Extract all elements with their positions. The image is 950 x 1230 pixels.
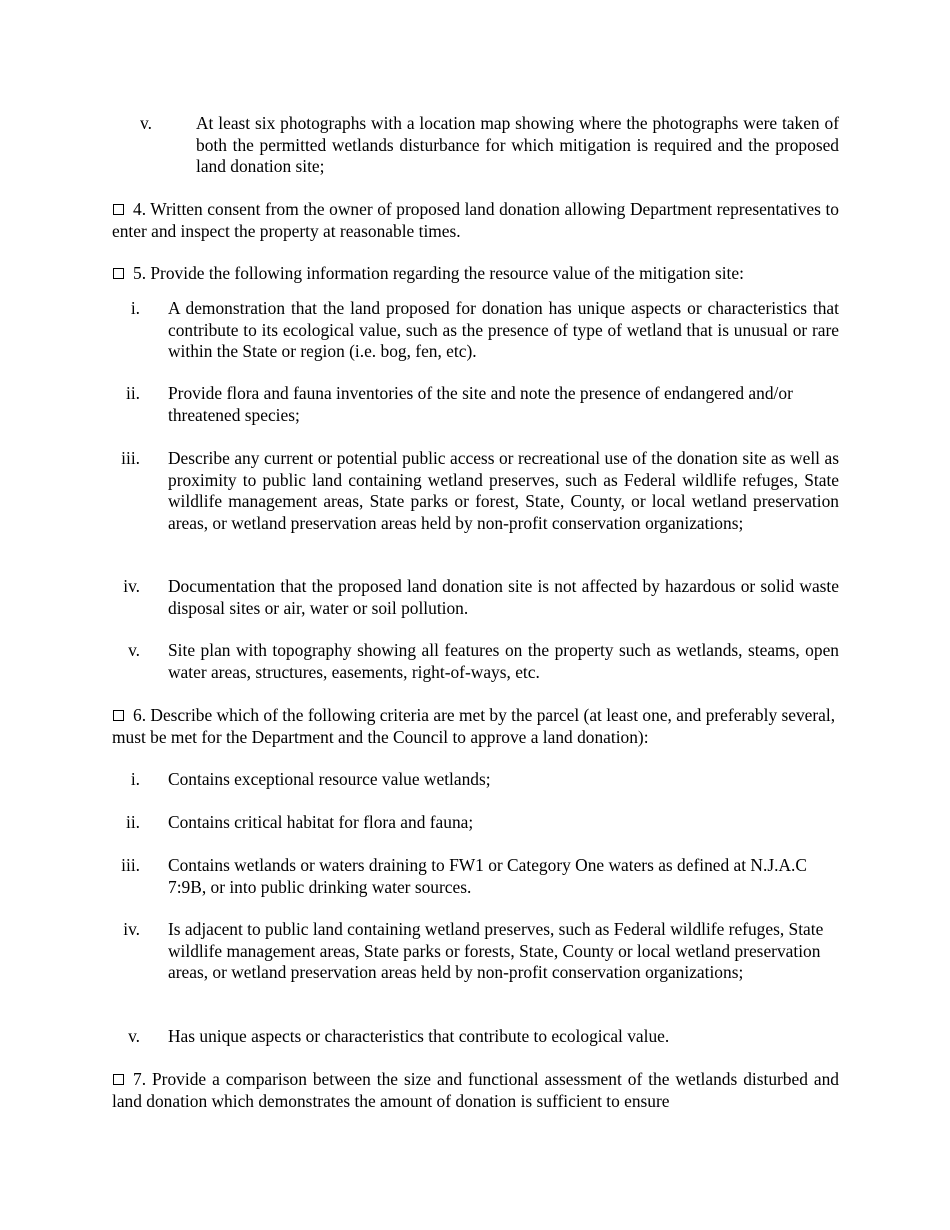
checkbox-7[interactable] <box>113 1074 124 1085</box>
list-item-number: v. <box>140 113 152 133</box>
list-item-text: Contains wetlands or waters draining to FW1 or Category One waters as defined at N.J.A.C 7:9B, or into public drinking water sources. <box>168 855 807 897</box>
list-item-text: Site plan with topography showing all features on the property such as wetlands, steams, open water areas, structures, easements, right-of-ways, etc. <box>168 640 839 682</box>
checklist-item-5-text: 5. Provide the following information regarding the resource value of the mitigation site: <box>133 263 744 283</box>
checklist-item-4-text: 4. Written consent from the owner of proposed land donation allowing Department representatives to enter and inspect the property at reasonable times. <box>112 199 839 241</box>
checklist-item-6 <box>112 705 839 748</box>
list-item-number: iv. <box>123 576 140 596</box>
list-item-number: ii. <box>125 383 140 403</box>
list-item-text: A demonstration that the land proposed for donation has unique aspects or characteristics that contribute to its ecological value, such as the presence of type of wetland that is unusual or rare within the State or region (i.e. bog, fen, etc). <box>168 298 839 362</box>
list-item-number: iii. <box>121 855 140 875</box>
list-item-text: Documentation that the proposed land donation site is not affected by hazardous or solid waste disposal sites or air, water or soil pollution. <box>168 576 839 618</box>
list-item-text: Is adjacent to public land containing wetland preserves, such as Federal wildlife refuges, State wildlife management areas, State parks or forests, State, County or local wetland preservation areas, or wetland preservation areas held by non-profit conservation organizations; <box>168 919 824 983</box>
list-item-text: Provide flora and fauna inventories of the site and note the presence of endangered and/or threatened species; <box>168 383 793 425</box>
list-item-number: v. <box>128 1026 140 1046</box>
list-item-number: iv. <box>123 919 140 939</box>
checkbox-6[interactable] <box>113 710 124 721</box>
checklist-item-7 <box>112 1069 839 1112</box>
checklist-item-5 <box>112 263 839 285</box>
checklist-item-7-text: 7. Provide a comparison between the size and functional assessment of the wetlands disturbed and land donation which demonstrates the amount of donation is sufficient to ensure <box>112 1069 839 1111</box>
list-item-text: Contains critical habitat for flora and fauna; <box>168 812 474 832</box>
list-item-text: At least six photographs with a location map showing where the photographs were taken of both the permitted wetlands disturbance for which mitigation is required and the proposed land donation site; <box>196 113 839 177</box>
list-item-number: v. <box>128 640 140 660</box>
list-item-text: Describe any current or potential public access or recreational use of the donation site as well as proximity to public land containing wetland preserves, such as Federal wildlife refuges, State wildlife management areas, State parks or forest, State, County, or local wetland preservation areas, or wetland preservation areas held by non-profit conservation organizations; <box>168 448 839 533</box>
checkbox-4[interactable] <box>113 204 124 215</box>
list-item-text: Has unique aspects or characteristics that contribute to ecological value. <box>168 1026 670 1046</box>
list-item-number: ii. <box>125 812 140 832</box>
checkbox-5[interactable] <box>113 268 124 279</box>
list-item-number: i. <box>130 298 140 318</box>
list-item-number: iii. <box>121 448 140 468</box>
checklist-item-6-text: 6. Describe which of the following criteria are met by the parcel (at least one, and preferably several, must be met for the Department and the Council to approve a land donation): <box>112 705 836 747</box>
list-item-number: i. <box>130 769 140 789</box>
list-item-text: Contains exceptional resource value wetlands; <box>168 769 491 789</box>
checklist-item-4 <box>112 199 839 242</box>
